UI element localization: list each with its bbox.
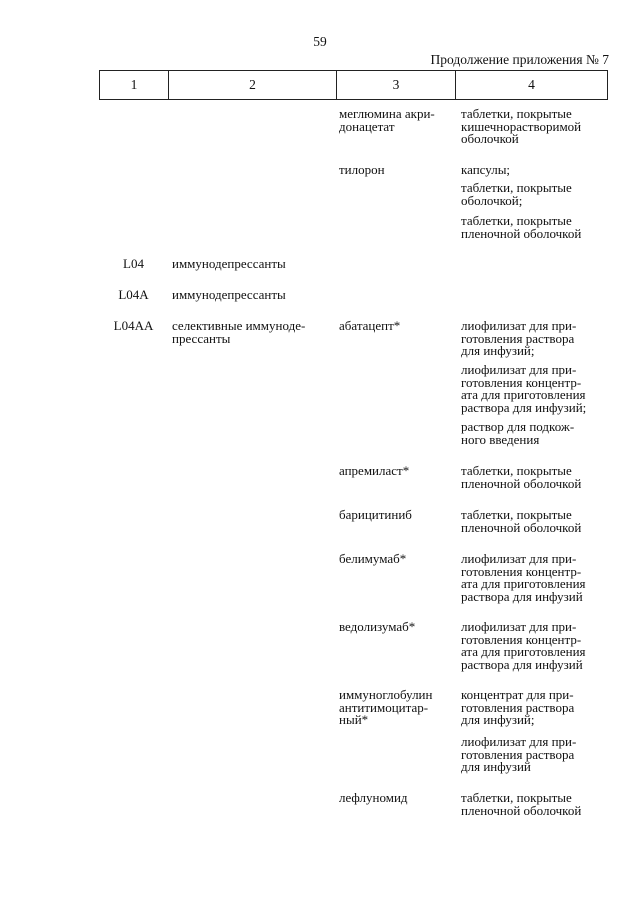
dosage-form: капсулы; — [461, 162, 511, 177]
dosage-form: лиофилизат для при- готовления раствора для инфузий; — [461, 318, 577, 358]
header-col-3: 3 — [337, 71, 456, 99]
atc-code: L04AA — [113, 318, 154, 333]
drug-name: меглюмина акри- донацетат — [339, 106, 435, 134]
dosage-form: лиофилизат для при- готовления раствора для инфузий — [461, 734, 577, 774]
dosage-form: лиофилизат для при- готовления концентр- ата для приготовления раствора для инфузий; — [461, 362, 587, 415]
atc-code: L04 — [123, 256, 144, 271]
dosage-form: таблетки, покрытые пленочной оболочкой — [461, 213, 582, 241]
table-header — [99, 70, 608, 100]
drug-name: ведолизумаб* — [339, 619, 416, 634]
drug-name: белимумаб* — [339, 551, 407, 566]
dosage-form: раствор для подкож- ного введения — [461, 419, 575, 447]
dosage-form: лиофилизат для при- готовления концентр- ата для приготовления раствора для инфузий — [461, 619, 586, 672]
dosage-form: концентрат для при- готовления раствора для инфузий; — [461, 687, 575, 727]
page-number: 59 — [313, 34, 327, 49]
dosage-form: таблетки, покрытые пленочной оболочкой — [461, 790, 582, 818]
atc-group: иммунодепрессанты — [172, 287, 286, 302]
continuation-note: Продолжение приложения № 7 — [430, 52, 609, 67]
header-col-2: 2 — [169, 71, 337, 99]
drug-name: барицитиниб — [339, 507, 412, 522]
drug-name: апремиласт* — [339, 463, 410, 478]
atc-group: селективные иммуноде- прессанты — [172, 318, 306, 346]
drug-name: тилорон — [339, 162, 385, 177]
dosage-form: таблетки, покрытые пленочной оболочкой — [461, 507, 582, 535]
dosage-form: таблетки, покрытые оболочкой; — [461, 180, 572, 208]
drug-name: лефлуномид — [339, 790, 408, 805]
dosage-form: лиофилизат для при- готовления концентр- ата для приготовления раствора для инфузий — [461, 551, 586, 604]
drug-name: иммуноглобулин антитимоцитар- ный* — [339, 687, 433, 727]
header-col-4: 4 — [528, 77, 535, 92]
dosage-form: таблетки, покрытые кишечнорастворимой оболочкой — [461, 106, 582, 146]
drug-name: абатацепт* — [339, 318, 401, 333]
atc-group: иммунодепрессанты — [172, 256, 286, 271]
atc-code: L04A — [118, 287, 149, 302]
dosage-form: таблетки, покрытые пленочной оболочкой — [461, 463, 582, 491]
header-col-1: 1 — [100, 71, 169, 99]
